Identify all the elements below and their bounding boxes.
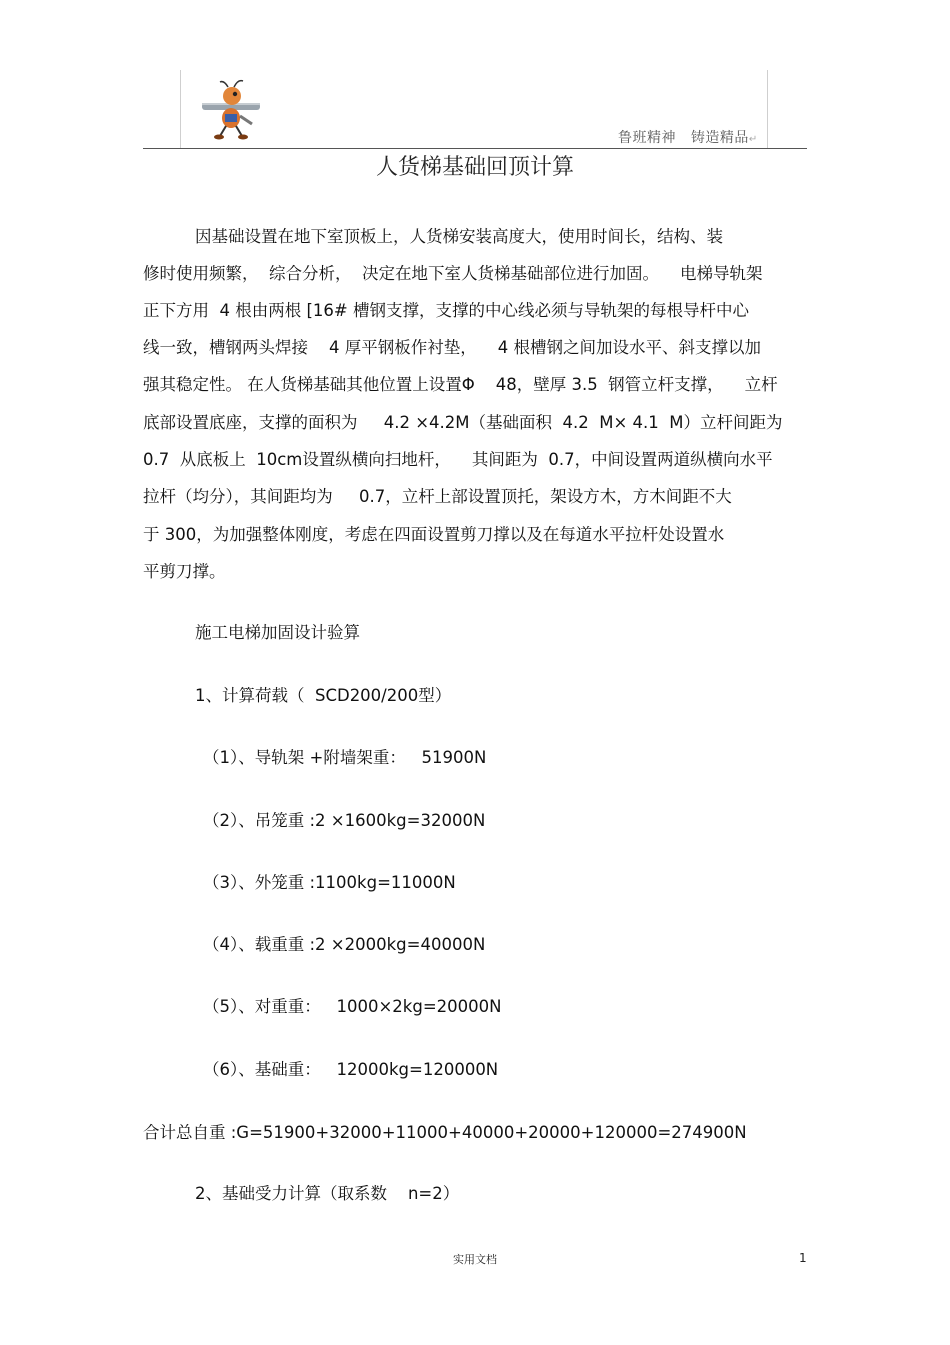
load-item: （3）、外笼重 :1100kg=11000N bbox=[203, 873, 456, 892]
paragraph-line: 于 300，为加强整体刚度，考虑在四面设置剪刀撑以及在每道水平拉杆处设置水 bbox=[143, 525, 725, 544]
load-item: （6）、基础重： 12000kg=120000N bbox=[203, 1060, 499, 1079]
load-heading: 1、计算荷载（ SCD200/200型） bbox=[195, 686, 452, 705]
load-item: （4）、载重重 :2 ×2000kg=40000N bbox=[203, 935, 486, 954]
load-item: （5）、对重重： 1000×2kg=20000N bbox=[203, 997, 502, 1016]
paragraph-line: 平剪刀撑。 bbox=[143, 562, 226, 581]
load-item: （2）、吊笼重 :2 ×1600kg=32000N bbox=[203, 811, 486, 830]
paragraph-line: 修时使用频繁， 综合分析， 决定在地下室人货梯基础部位进行加固。 电梯导轨架 bbox=[143, 264, 763, 283]
header-divider bbox=[143, 148, 807, 149]
paragraph-line: 因基础设置在地下室顶板上，人货梯安装高度大，使用时间长，结构、装 bbox=[195, 227, 723, 246]
document-title: 人货梯基础回顶计算 bbox=[375, 155, 574, 180]
paragraph-line: 拉杆（均分），其间距均为 0.7，立杆上部设置顶托，架设方木，方木间距不大 bbox=[143, 487, 732, 506]
paragraph-line: 底部设置底座，支撑的面积为 4.2 ×4.2M（基础面积 4.2 M× 4.1 M）立杆间距为 bbox=[143, 413, 783, 432]
ant-worker-mascot-icon bbox=[198, 76, 264, 142]
load-item: （1）、导轨架 +附墙架重： 51900N bbox=[203, 748, 487, 767]
footer-label: 实用文档 bbox=[453, 1253, 497, 1266]
total-weight-line: 合计总自重 :G=51900+32000+11000+40000+20000+120000=274900N bbox=[143, 1123, 747, 1142]
header-slogan: 鲁班精神 铸造精品↵ bbox=[618, 130, 758, 146]
page-number: 1 bbox=[799, 1251, 807, 1265]
paragraph-line: 强其稳定性。 在人货梯基础其他位置上设置Φ 48，壁厚 3.5 钢管立杆支撑， 立杆 bbox=[143, 375, 778, 394]
paragraph-line: 线一致，槽钢两头焊接 4 厚平钢板作衬垫， 4 根槽钢之间加设水平、斜支撑以加 bbox=[143, 338, 761, 357]
paragraph-line: 正下方用 4 根由两根 [16# 槽钢支撑，支撑的中心线必须与导轨架的每根导杆中心 bbox=[143, 301, 749, 320]
section-heading: 施工电梯加固设计验算 bbox=[195, 623, 360, 642]
force-heading: 2、基础受力计算（取系数 n=2） bbox=[195, 1184, 460, 1203]
paragraph-line: 0.7 从底板上 10cm设置纵横向扫地杆， 其间距为 0.7，中间设置两道纵横向水平 bbox=[143, 450, 773, 469]
